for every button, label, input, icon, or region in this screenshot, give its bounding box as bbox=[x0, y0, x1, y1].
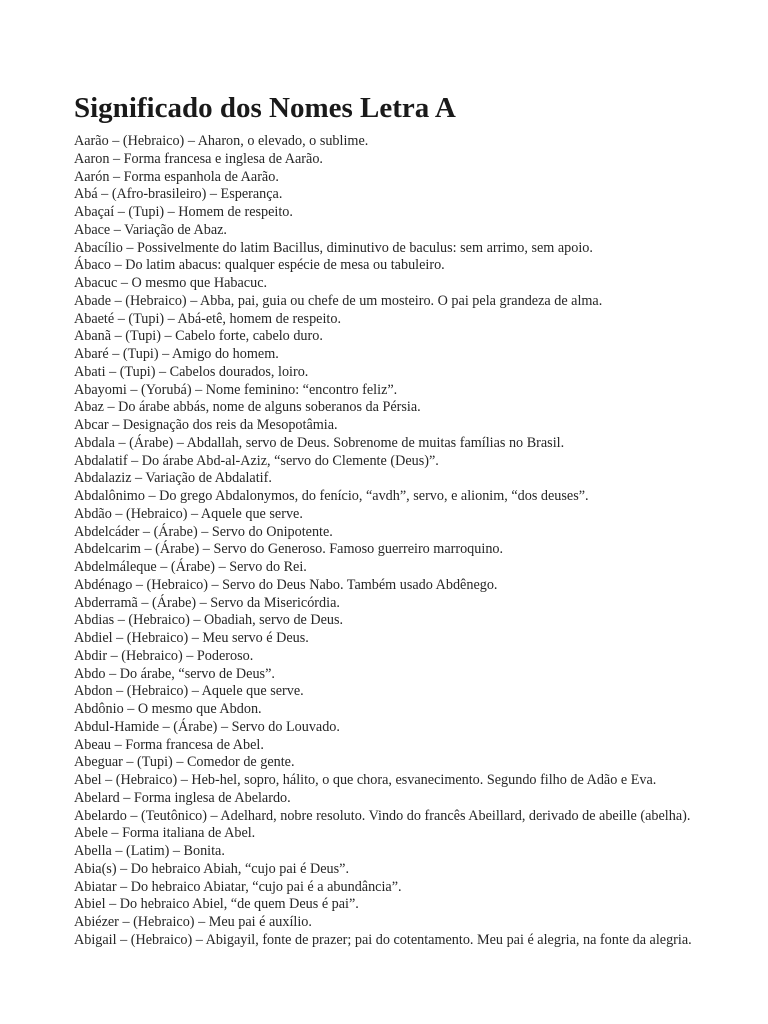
name-entry: Abdelcáder – (Árabe) – Servo do Onipotente. bbox=[74, 523, 333, 540]
name-entry: Abdala – (Árabe) – Abdallah, servo de Deus. Sobrenome de muitas famílias no Brasil. bbox=[74, 434, 565, 451]
name-entry: Abdalaziz – Variação de Abdalatif. bbox=[74, 470, 272, 487]
name-entry: Abaré – (Tupi) – Amigo do homem. bbox=[74, 346, 279, 362]
name-entry: Abdão – (Hebraico) – Aquele que serve. bbox=[74, 505, 303, 522]
name-entry: Abelardo – (Teutônico) – Adelhard, nobre resoluto. Vindo do francês Abeillard, derivado de abeille (abelha). bbox=[74, 807, 691, 824]
name-entry: Abade – (Hebraico) – Abba, pai, guia ou chefe de um mosteiro. O pai pela grandeza de alma. bbox=[74, 292, 603, 309]
name-entry: Abella – (Latim) – Bonita. bbox=[74, 843, 225, 859]
name-entry: Abelard – Forma inglesa de Abelardo. bbox=[74, 789, 291, 806]
name-entry: Abderramã – (Árabe) – Servo da Misericórdia. bbox=[74, 594, 340, 611]
name-entry: Abdelcarim – (Árabe) – Servo do Generoso. Famoso guerreiro marroquino. bbox=[74, 541, 504, 558]
name-entry: Abeguar – (Tupi) – Comedor de gente. bbox=[74, 754, 295, 771]
name-entry: Abcar – Designação dos reis da Mesopotâmia. bbox=[74, 417, 338, 433]
name-entry: Abdalônimo – Do grego Abdalonymos, do fenício, “avdh”, servo, e alionim, “dos deuses”. bbox=[74, 488, 589, 504]
name-entry: Abá – (Afro-brasileiro) – Esperança. bbox=[74, 186, 283, 203]
name-entry: Abel – (Hebraico) – Heb-hel, sopro, hálito, o que chora, esvanecimento. Segundo filho de Adão e Eva. bbox=[74, 772, 657, 788]
name-entry: Abiézer – (Hebraico) – Meu pai é auxílio. bbox=[74, 914, 312, 930]
name-entry: Abacuc – O mesmo que Habacuc. bbox=[74, 275, 268, 291]
name-entry: Abayomi – (Yorubá) – Nome feminino: “encontro feliz”. bbox=[74, 381, 398, 398]
name-entry: Abdônio – O mesmo que Abdon. bbox=[74, 701, 262, 717]
name-entry: Abdénago – (Hebraico) – Servo do Deus Nabo. Também usado Abdênego. bbox=[74, 576, 498, 593]
name-entry: Abaz – Do árabe abbás, nome de alguns soberanos da Pérsia. bbox=[74, 399, 421, 416]
name-entry: Aaron – Forma francesa e inglesa de Aarão. bbox=[74, 150, 323, 167]
name-entry: Abdul-Hamide – (Árabe) – Servo do Louvado. bbox=[74, 718, 340, 735]
name-entry: Abdalatif – Do árabe Abd-al-Aziz, “servo do Clemente (Deus)”. bbox=[74, 452, 439, 469]
name-entry: Abdiel – (Hebraico) – Meu servo é Deus. bbox=[74, 630, 309, 646]
name-entry: Abace – Variação de Abaz. bbox=[74, 221, 227, 238]
name-meaning-list bbox=[74, 133, 694, 950]
name-entry: Abdon – (Hebraico) – Aquele que serve. bbox=[74, 683, 304, 700]
name-entry: Abiel – Do hebraico Abiel, “de quem Deus é pai”. bbox=[74, 896, 359, 913]
name-entry: Abaeté – (Tupi) – Abá-etê, homem de respeito. bbox=[74, 310, 341, 327]
name-entry: Ábaco – Do latim abacus: qualquer espécie de mesa ou tabuleiro. bbox=[74, 257, 445, 274]
name-entry: Abeau – Forma francesa de Abel. bbox=[74, 736, 264, 753]
name-entry: Aarão – (Hebraico) – Aharon, o elevado, o sublime. bbox=[74, 133, 369, 149]
name-entry: Abdir – (Hebraico) – Poderoso. bbox=[74, 647, 254, 664]
name-entry: Abigail – (Hebraico) – Abigayil, fonte de prazer; pai do cotentamento. Meu pai é alegria, na fonte da alegria. bbox=[74, 931, 692, 948]
name-entry: Abiatar – Do hebraico Abiatar, “cujo pai é a abundância”. bbox=[74, 878, 402, 895]
name-entry: Abdo – Do árabe, “servo de Deus”. bbox=[74, 665, 275, 682]
page-title: Significado dos Nomes Letra A bbox=[74, 92, 456, 124]
name-entry: Abanã – (Tupi) – Cabelo forte, cabelo duro. bbox=[74, 328, 323, 345]
name-entry: Abia(s) – Do hebraico Abiah, “cujo pai é Deus”. bbox=[74, 860, 349, 877]
name-entry: Abacílio – Possivelmente do latim Bacillus, diminutivo de baculus: sem arrimo, sem apoio. bbox=[74, 239, 593, 256]
name-entry: Abele – Forma italiana de Abel. bbox=[74, 825, 256, 842]
name-entry: Abaçaí – (Tupi) – Homem de respeito. bbox=[74, 204, 293, 220]
name-entry: Abati – (Tupi) – Cabelos dourados, loiro. bbox=[74, 363, 309, 380]
name-entry: Abdelmáleque – (Árabe) – Servo do Rei. bbox=[74, 559, 307, 575]
name-entry: Abdias – (Hebraico) – Obadiah, servo de Deus. bbox=[74, 612, 344, 629]
name-entry: Aarón – Forma espanhola de Aarão. bbox=[74, 168, 279, 185]
